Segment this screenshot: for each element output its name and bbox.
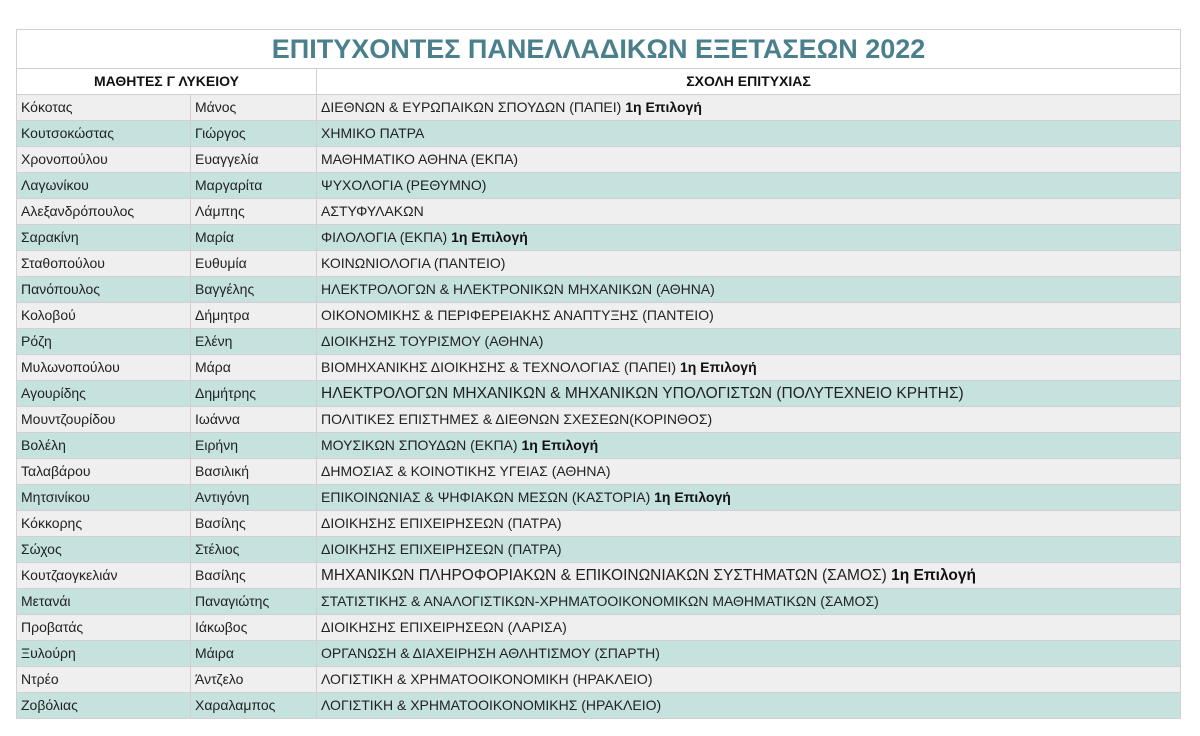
table-row	[17, 693, 1181, 719]
firstname-cell: Ιωάννα	[191, 407, 317, 433]
school-cell	[317, 563, 1181, 589]
table-row	[17, 173, 1181, 199]
surname-cell: Μουντζουρίδου	[17, 407, 191, 433]
first-choice-label: 1η Επιλογή	[891, 567, 976, 584]
first-choice-label: 1η Επιλογή	[679, 359, 757, 375]
table-row	[17, 303, 1181, 329]
firstname-cell: Άντζελο	[191, 667, 317, 693]
surname-cell: Ρόζη	[17, 329, 191, 355]
table-row	[17, 355, 1181, 381]
school-name: ΟΡΓΑΝΩΣΗ & ΔΙΑΧΕΙΡΗΣΗ ΑΘΛΗΤΙΣΜΟΥ (ΣΠΑΡΤΗ)	[321, 645, 660, 661]
school-cell	[317, 355, 1181, 381]
school-cell	[317, 641, 1181, 667]
table-row	[17, 667, 1181, 693]
firstname-cell: Ιάκωβος	[191, 615, 317, 641]
school-name: ΛΟΓΙΣΤΙΚΗ & ΧΡΗΜΑΤΟΟΙΚΟΝΟΜΙΚΗ (ΗΡΑΚΛΕΙΟ)	[321, 671, 653, 687]
table-row	[17, 485, 1181, 511]
school-cell	[317, 693, 1181, 719]
firstname-cell: Ειρήνη	[191, 433, 317, 459]
school-cell	[317, 225, 1181, 251]
school-cell	[317, 277, 1181, 303]
surname-cell: Σώχος	[17, 537, 191, 563]
school-name: ΕΠΙΚΟΙΝΩΝΙΑΣ & ΨΗΦΙΑΚΩΝ ΜΕΣΩΝ (ΚΑΣΤΟΡΙΑ)	[321, 489, 651, 505]
school-name: ΦΙΛΟΛΟΓΙΑ (ΕΚΠΑ)	[321, 229, 448, 245]
school-name: ΔΙΟΙΚΗΣΗΣ ΕΠΙΧΕΙΡΗΣΕΩΝ (ΠΑΤΡΑ)	[321, 515, 562, 531]
first-choice-label: 1η Επιλογή	[521, 437, 599, 453]
school-name: ΒΙΟΜΗΧΑΝΙΚΗΣ ΔΙΟΙΚΗΣΗΣ & ΤΕΧΝΟΛΟΓΙΑΣ (ΠΑΠΕΙ)	[321, 359, 677, 375]
firstname-cell: Ευαγγελία	[191, 147, 317, 173]
surname-cell: Ντρέο	[17, 667, 191, 693]
school-cell	[317, 459, 1181, 485]
firstname-cell: Βαγγέλης	[191, 277, 317, 303]
table-row	[17, 615, 1181, 641]
first-choice-label: 1η Επιλογή	[451, 229, 528, 245]
table-row	[17, 277, 1181, 303]
school-name: ΣΤΑΤΙΣΤΙΚΗΣ & ΑΝΑΛΟΓΙΣΤΙΚΩΝ-ΧΡΗΜΑΤΟΟΙΚΟΝΟΜΙΚΩΝ ΜΑΘΗΜΑΤΙΚΩΝ (ΣΑΜΟΣ)	[321, 593, 879, 609]
table-row	[17, 563, 1181, 589]
school-cell	[317, 667, 1181, 693]
school-cell	[317, 147, 1181, 173]
table-row	[17, 329, 1181, 355]
table-row	[17, 641, 1181, 667]
firstname-cell: Δήμητρα	[191, 303, 317, 329]
surname-cell: Πανόπουλος	[17, 277, 191, 303]
firstname-cell: Παναγιώτης	[191, 589, 317, 615]
school-name: ΔΗΜΟΣΙΑΣ & ΚΟΙΝΟΤΙΚΗΣ ΥΓΕΙΑΣ (ΑΘΗΝΑ)	[321, 463, 611, 479]
firstname-cell: Βασίλης	[191, 511, 317, 537]
surname-cell: Κόκκορης	[17, 511, 191, 537]
school-cell	[317, 329, 1181, 355]
school-name: ΛΟΓΙΣΤΙΚΗ & ΧΡΗΜΑΤΟΟΙΚΟΝΟΜΙΚΗΣ (ΗΡΑΚΛΕΙΟ)	[321, 697, 662, 713]
firstname-cell: Βασίλης	[191, 563, 317, 589]
table-row	[17, 121, 1181, 147]
surname-cell: Αλεξανδρόπουλος	[17, 199, 191, 225]
firstname-cell: Ελένη	[191, 329, 317, 355]
school-cell	[317, 251, 1181, 277]
firstname-cell: Ευθυμία	[191, 251, 317, 277]
table-row	[17, 589, 1181, 615]
surname-cell: Κολοβού	[17, 303, 191, 329]
firstname-cell: Γιώργος	[191, 121, 317, 147]
school-name: ΔΙΟΙΚΗΣΗΣ ΤΟΥΡΙΣΜΟΥ (ΑΘΗΝΑ)	[321, 333, 544, 349]
surname-cell: Αγουρίδης	[17, 381, 191, 407]
surname-cell: Χρονοπούλου	[17, 147, 191, 173]
school-name: ΔΙΟΙΚΗΣΗΣ ΕΠΙΧΕΙΡΗΣΕΩΝ (ΛΑΡΙΣΑ)	[321, 619, 567, 635]
firstname-cell: Χαραλαμπος	[191, 693, 317, 719]
school-cell	[317, 589, 1181, 615]
first-choice-label: 1η Επιλογή	[625, 99, 702, 115]
table-row	[17, 433, 1181, 459]
table-row	[17, 537, 1181, 563]
firstname-cell: Δημήτρης	[191, 381, 317, 407]
firstname-cell: Μάνος	[191, 95, 317, 121]
surname-cell: Κουτζαογκελιάν	[17, 563, 191, 589]
firstname-cell: Μαργαρίτα	[191, 173, 317, 199]
table-row	[17, 199, 1181, 225]
school-name: ΗΛΕΚΤΡΟΛΟΓΩΝ ΜΗΧΑΝΙΚΩΝ & ΜΗΧΑΝΙΚΩΝ ΥΠΟΛΟΓΙΣΤΩΝ (ΠΟΛΥΤΕΧΝΕΙΟ ΚΡΗΤΗΣ)	[321, 385, 964, 402]
school-cell	[317, 95, 1181, 121]
school-cell	[317, 303, 1181, 329]
table-row	[17, 407, 1181, 433]
first-choice-label: 1η Επιλογή	[654, 489, 731, 505]
school-cell	[317, 615, 1181, 641]
table-row	[17, 381, 1181, 407]
surname-cell: Σαρακίνη	[17, 225, 191, 251]
firstname-cell: Αντιγόνη	[191, 485, 317, 511]
firstname-cell: Μαρία	[191, 225, 317, 251]
school-header: ΣΧΟΛΗ ΕΠΙΤΥΧΙΑΣ	[317, 69, 1181, 95]
header-row	[17, 69, 1181, 95]
firstname-cell: Βασιλική	[191, 459, 317, 485]
school-name: ΜΟΥΣΙΚΩΝ ΣΠΟΥΔΩΝ (ΕΚΠΑ)	[321, 437, 518, 453]
school-cell	[317, 537, 1181, 563]
table-row	[17, 95, 1181, 121]
surname-cell: Κουτσοκώστας	[17, 121, 191, 147]
table-row	[17, 147, 1181, 173]
school-name: ΑΣΤΥΦΥΛΑΚΩΝ	[321, 203, 424, 219]
table-row	[17, 511, 1181, 537]
school-cell	[317, 173, 1181, 199]
table-row	[17, 251, 1181, 277]
surname-cell: Προβατάς	[17, 615, 191, 641]
school-name: ΨΥΧΟΛΟΓΙΑ (ΡΕΘΥΜΝΟ)	[321, 177, 487, 193]
firstname-cell: Λάμπης	[191, 199, 317, 225]
surname-cell: Σταθοπούλου	[17, 251, 191, 277]
students-header: ΜΑΘΗΤΕΣ Γ ΛΥΚΕΙΟΥ	[17, 69, 317, 95]
firstname-cell: Μάιρα	[191, 641, 317, 667]
school-name: ΔΙΕΘΝΩΝ & ΕΥΡΩΠΑΙΚΩΝ ΣΠΟΥΔΩΝ (ΠΑΠΕΙ)	[321, 99, 622, 115]
firstname-cell: Μάρα	[191, 355, 317, 381]
school-cell	[317, 121, 1181, 147]
school-name: ΜΑΘΗΜΑΤΙΚΟ ΑΘΗΝΑ (ΕΚΠΑ)	[321, 151, 519, 167]
surname-cell: Μυλωνοπούλου	[17, 355, 191, 381]
school-name: ΠΟΛΙΤΙΚΕΣ ΕΠΙΣΤΗΜΕΣ & ΔΙΕΘΝΩΝ ΣΧΕΣΕΩΝ(ΚΟΡΙΝΘΟΣ)	[321, 411, 713, 427]
school-cell	[317, 511, 1181, 537]
results-table	[16, 29, 1181, 719]
surname-cell: Λαγωνίκου	[17, 173, 191, 199]
surname-cell: Ξυλούρη	[17, 641, 191, 667]
table-row	[17, 225, 1181, 251]
school-name: ΗΛΕΚΤΡΟΛΟΓΩΝ & ΗΛΕΚΤΡΟΝΙΚΩΝ ΜΗΧΑΝΙΚΩΝ (ΑΘΗΝΑ)	[321, 281, 715, 297]
surname-cell: Ζοβόλιας	[17, 693, 191, 719]
surname-cell: Μετανάι	[17, 589, 191, 615]
surname-cell: Ταλαβάρου	[17, 459, 191, 485]
page-title: ΕΠΙΤΥΧΟΝΤΕΣ ΠΑΝΕΛΛΑΔΙΚΩΝ ΕΞΕΤΑΣΕΩΝ 2022	[17, 30, 1181, 69]
school-name: ΧΗΜΙΚΟ ΠΑΤΡΑ	[321, 125, 425, 141]
school-name: ΚΟΙΝΩΝΙΟΛΟΓΙΑ (ΠΑΝΤΕΙΟ)	[321, 255, 506, 271]
school-cell	[317, 433, 1181, 459]
school-cell	[317, 407, 1181, 433]
table-row	[17, 459, 1181, 485]
surname-cell: Μητσινίκου	[17, 485, 191, 511]
school-name: ΟΙΚΟΝΟΜΙΚΗΣ & ΠΕΡΙΦΕΡΕΙΑΚΗΣ ΑΝΑΠΤΥΞΗΣ (ΠΑΝΤΕΙΟ)	[321, 307, 714, 323]
title-row	[17, 30, 1181, 69]
school-name: ΜΗΧΑΝΙΚΩΝ ΠΛΗΡΟΦΟΡΙΑΚΩΝ & ΕΠΙΚΟΙΝΩΝΙΑΚΩΝ ΣΥΣΤΗΜΑΤΩΝ (ΣΑΜΟΣ)	[321, 567, 887, 584]
surname-cell: Βολέλη	[17, 433, 191, 459]
surname-cell: Κόκοτας	[17, 95, 191, 121]
school-cell	[317, 199, 1181, 225]
school-cell	[317, 485, 1181, 511]
school-cell	[317, 381, 1181, 407]
firstname-cell: Στέλιος	[191, 537, 317, 563]
school-name: ΔΙΟΙΚΗΣΗΣ ΕΠΙΧΕΙΡΗΣΕΩΝ (ΠΑΤΡΑ)	[321, 541, 562, 557]
